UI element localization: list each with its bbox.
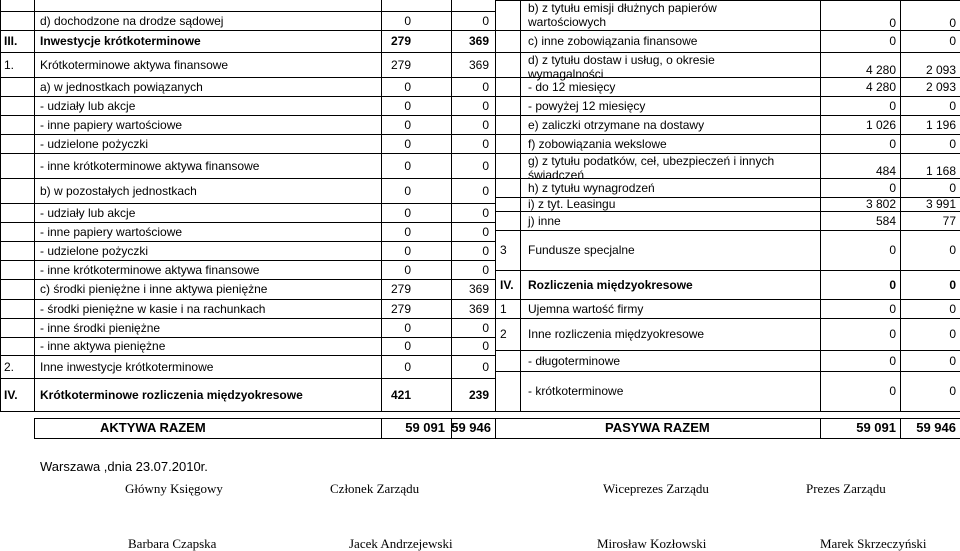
row-label: c) środki pieniężne i inne aktywa pieniężne (40, 282, 268, 296)
row-label: Inwestycje krótkoterminowe (40, 34, 201, 48)
row-label: - krótkoterminowe (528, 384, 624, 398)
row-label: Ujemna wartość firmy (528, 302, 644, 316)
value-previous: 0 (949, 99, 956, 113)
row-number: 3 (500, 243, 507, 257)
row-label: f) zobowiązania wekslowe (528, 137, 667, 151)
signatory-role: Prezes Zarządu (806, 481, 886, 496)
value-previous: 369 (468, 58, 489, 72)
row-label: - inne krótkoterminowe aktywa finansowe (40, 263, 260, 277)
value-previous: 0 (482, 339, 489, 353)
value-previous: 0 (949, 384, 956, 398)
row-label: wartościowych (528, 15, 607, 29)
signatory-name: Mirosław Kozłowski (597, 536, 707, 551)
value-current: 0 (404, 321, 411, 335)
rule-line (34, 438, 960, 439)
value-previous: 369 (468, 282, 489, 296)
value-current: 0 (889, 16, 896, 30)
value-current: 279 (390, 34, 411, 48)
row-number: III. (4, 34, 18, 48)
row-label: - inne aktywa pieniężne (40, 339, 166, 353)
signatory-role: Główny Księgowy (125, 481, 223, 496)
value-previous: 2 093 (925, 80, 956, 94)
value-previous: 0 (949, 302, 956, 316)
row-label: wymagalności (528, 67, 604, 81)
value-current: 0 (404, 184, 411, 198)
signatory-role: Członek Zarządu (330, 481, 420, 496)
value-current: 0 (404, 339, 411, 353)
signatory-name: Barbara Czapska (128, 536, 217, 551)
row-label: - inne papiery wartościowe (40, 118, 183, 132)
rule-line (0, 96, 495, 97)
value-current: 0 (404, 263, 411, 277)
row-label: świadczeń (528, 168, 585, 182)
value-previous: 239 (468, 388, 489, 402)
value-current: 4 280 (865, 80, 896, 94)
rule-line (495, 411, 960, 412)
value-previous: 0 (949, 181, 956, 195)
row-label: Rozliczenia międzyokresowe (528, 278, 693, 292)
value-previous: 1 196 (925, 118, 956, 132)
row-label: - inne papiery wartościowe (40, 225, 183, 239)
row-label: i) z tyt. Leasingu (528, 197, 616, 211)
value-current: 279 (390, 282, 411, 296)
rule-line (0, 378, 495, 379)
row-number: 2 (500, 327, 507, 341)
row-label: Inne rozliczenia międzyokresowe (528, 327, 705, 341)
liabilities-total-current: 59 091 (856, 420, 896, 435)
value-current: 0 (889, 34, 896, 48)
place-date: Warszawa ,dnia 23.07.2010r. (40, 459, 208, 474)
rule-line (495, 211, 960, 212)
value-previous: 0 (482, 14, 489, 28)
value-current: 4 280 (865, 63, 896, 77)
rule-line (0, 337, 495, 338)
rule-line (495, 96, 960, 97)
rule-line (520, 0, 521, 411)
value-previous: 369 (468, 34, 489, 48)
rule-line (495, 134, 960, 135)
rule-line (495, 350, 960, 351)
value-current: 0 (889, 327, 896, 341)
row-number: IV. (4, 388, 18, 402)
row-label: Inne inwestycje krótkoterminowe (40, 360, 214, 374)
assets-total-label: AKTYWA RAZEM (100, 420, 206, 435)
rule-line (495, 270, 960, 271)
value-current: 0 (889, 354, 896, 368)
value-current: 0 (404, 14, 411, 28)
value-current: 279 (390, 58, 411, 72)
row-label: - do 12 miesięcy (528, 80, 616, 94)
value-previous: 0 (949, 354, 956, 368)
rule-line (0, 77, 495, 78)
value-current: 1 026 (865, 118, 896, 132)
value-previous: 0 (949, 327, 956, 341)
value-current: 3 802 (865, 197, 896, 211)
row-label: Krótkoterminowe rozliczenia międzyokresowe (40, 388, 303, 402)
rule-line (34, 418, 35, 439)
value-previous: 3 991 (925, 197, 956, 211)
rule-line (0, 241, 495, 242)
rule-line (0, 11, 495, 12)
value-previous: 369 (468, 302, 489, 316)
value-current: 0 (404, 99, 411, 113)
rule-line (0, 0, 1, 411)
value-current: 0 (889, 181, 896, 195)
row-label: - powyżej 12 miesięcy (528, 99, 646, 113)
rule-line (34, 418, 960, 419)
rule-line (0, 279, 495, 280)
value-previous: 0 (949, 278, 956, 292)
row-label: - długoterminowe (528, 354, 621, 368)
value-previous: 0 (482, 184, 489, 198)
row-label: h) z tytułu wynagrodzeń (528, 181, 655, 195)
rule-line (0, 203, 495, 204)
value-previous: 0 (482, 159, 489, 173)
rule-line (0, 260, 495, 261)
rule-line (0, 355, 495, 356)
value-current: 421 (390, 388, 411, 402)
row-label: - udzielone pożyczki (40, 137, 149, 151)
value-previous: 0 (949, 34, 956, 48)
row-label: - udzielone pożyczki (40, 244, 149, 258)
row-number: 1 (500, 302, 507, 316)
row-number: IV. (500, 278, 514, 292)
value-current: 0 (404, 137, 411, 151)
value-previous: 0 (482, 118, 489, 132)
assets-total-previous: 59 946 (451, 420, 491, 435)
rule-line (495, 418, 496, 439)
rule-line (0, 30, 495, 31)
value-current: 279 (390, 302, 411, 316)
row-label: b) w pozostałych jednostkach (40, 184, 197, 198)
rule-line (0, 222, 495, 223)
row-label: d) z tytułu dostaw i usług, o okresie (528, 53, 715, 67)
rule-line (0, 318, 495, 319)
rule-line (495, 230, 960, 231)
rule-line (0, 411, 495, 412)
liabilities-total-previous: 59 946 (916, 420, 956, 435)
signatory-name: Jacek Andrzejewski (349, 536, 453, 551)
row-label: Fundusze specjalne (528, 243, 635, 257)
value-previous: 0 (949, 243, 956, 257)
value-current: 0 (404, 80, 411, 94)
rule-line (0, 153, 495, 154)
rule-line (495, 115, 960, 116)
value-current: 0 (404, 244, 411, 258)
assets-total-current: 59 091 (405, 420, 445, 435)
row-label: j) inne (528, 214, 561, 228)
value-current: 0 (889, 302, 896, 316)
value-previous: 0 (482, 99, 489, 113)
rule-line (0, 178, 495, 179)
value-current: 584 (875, 214, 896, 228)
value-current: 0 (889, 278, 896, 292)
row-label: Krótkoterminowe aktywa finansowe (40, 58, 229, 72)
value-current: 0 (404, 360, 411, 374)
rule-line (495, 371, 960, 372)
row-label: - udziały lub akcje (40, 206, 136, 220)
value-previous: 0 (949, 137, 956, 151)
value-previous: 0 (482, 80, 489, 94)
rule-line (495, 30, 960, 31)
value-current: 0 (889, 243, 896, 257)
value-previous: 0 (482, 225, 489, 239)
signatory-role: Wiceprezes Zarządu (603, 481, 709, 496)
value-previous: 0 (482, 206, 489, 220)
value-current: 0 (404, 159, 411, 173)
value-previous: 0 (482, 321, 489, 335)
value-previous: 2 093 (925, 63, 956, 77)
value-current: 0 (404, 118, 411, 132)
rule-line (34, 0, 35, 411)
value-previous: 0 (949, 16, 956, 30)
rule-line (495, 318, 960, 319)
value-current: 484 (875, 164, 896, 178)
value-previous: 77 (942, 214, 956, 228)
row-label: - inne środki pieniężne (40, 321, 161, 335)
row-label: a) w jednostkach powiązanych (40, 80, 203, 94)
value-previous: 0 (482, 137, 489, 151)
row-label: g) z tytułu podatków, ceł, ubezpieczeń i innych (528, 154, 775, 168)
value-current: 0 (889, 99, 896, 113)
rule-line (495, 0, 496, 411)
value-current: 0 (889, 137, 896, 151)
value-previous: 0 (482, 263, 489, 277)
rule-line (0, 52, 495, 53)
rule-line (0, 115, 495, 116)
value-current: 0 (404, 225, 411, 239)
row-number: 2. (4, 360, 15, 374)
row-label: - inne krótkoterminowe aktywa finansowe (40, 159, 260, 173)
rule-line (0, 299, 495, 300)
row-label: - udziały lub akcje (40, 99, 136, 113)
value-previous: 0 (482, 360, 489, 374)
row-label: c) inne zobowiązania finansowe (528, 34, 698, 48)
value-previous: 1 168 (925, 164, 956, 178)
value-current: 0 (889, 384, 896, 398)
rule-line (495, 299, 960, 300)
signatory-name: Marek Skrzeczyński (820, 536, 927, 551)
row-label: - środki pieniężne w kasie i na rachunkach (40, 302, 266, 316)
row-label: b) z tytułu emisji dłużnych papierów (528, 1, 717, 15)
row-number: 1. (4, 58, 15, 72)
row-label: e) zaliczki otrzymane na dostawy (528, 118, 705, 132)
liabilities-total-label: PASYWA RAZEM (605, 420, 710, 435)
value-current: 0 (404, 206, 411, 220)
rule-line (0, 134, 495, 135)
row-label: d) dochodzone na drodze sądowej (40, 14, 224, 28)
value-previous: 0 (482, 244, 489, 258)
